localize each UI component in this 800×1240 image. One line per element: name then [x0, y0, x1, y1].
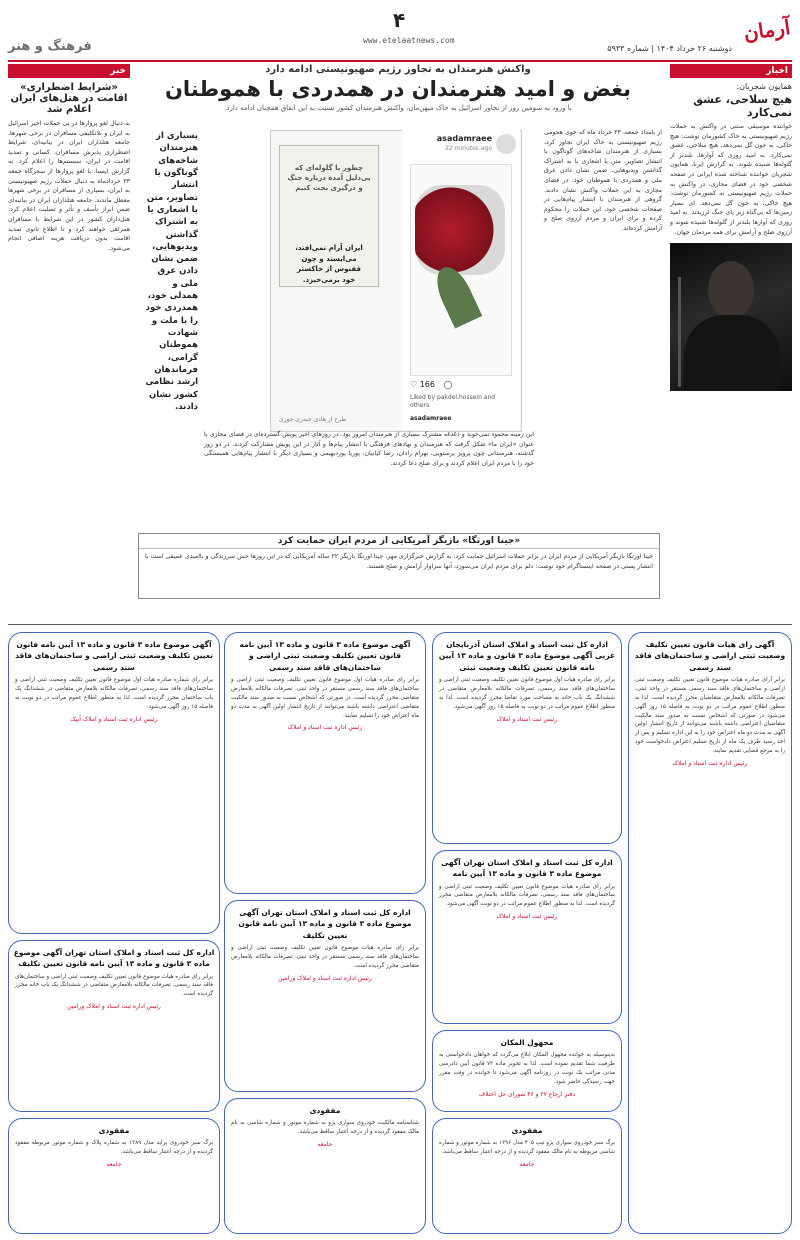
comment-icon[interactable]: ◯	[443, 380, 453, 389]
ad-box	[224, 632, 426, 894]
singer-photo	[670, 243, 792, 391]
heart-icon[interactable]: ♡	[410, 380, 418, 389]
site-url[interactable]: www.etelaatnews.com	[363, 36, 455, 45]
insta-image	[410, 164, 512, 376]
ad-box	[432, 850, 622, 1024]
ad-box	[8, 940, 220, 1112]
ad-title: مفقودی	[98, 1126, 130, 1135]
ad-title: آگهی موضوع ماده ۳ قانون و ماده ۱۳ آیین نامه قانون تعیین تکلیف وضعیت ثبتی اراضی و ساختمان‌های فاقد سند رسمی	[15, 640, 213, 672]
ad-title: مفقودی	[309, 1106, 341, 1115]
article-kicker: همایون شجریان:	[736, 82, 792, 91]
bloody-hand-art	[415, 185, 505, 275]
ads-divider	[8, 624, 792, 625]
ad-signature: رئیس ثبت اسناد و املاک	[496, 913, 558, 921]
section-bar: خبر	[8, 64, 130, 78]
image-caption: طرح از هادی حیدری جوزی	[279, 416, 347, 423]
header-rule	[8, 60, 792, 62]
lead-story-column: از بامداد جمعه، ۲۳ خرداد ماه که خوی هجومی رژیم صهیونیستی به خاک ایران تجاوز کرد، بسیاری از هنرمندان شاخه‌های گوناگون با انتشار تصاویر، متن یا اشعاری با به اشتراک گذاشتن ویدیوهایی، ضمن نشان دادن عرق ملی و همدردی با هموطنان خود، در فضای مجازی به این حملات واکنش نشان دادند. گروهی از هنرمندان با انتشار پیام‌هایی در صفحات شخصی خود، این حملات را محکوم کرده و برای ایران و مردم آرزوی صلح و آرامش کرده‌اند.	[544, 129, 663, 233]
insta-username[interactable]: asadamraee	[436, 134, 492, 143]
ad-body: برابر رای صادره هیات موضوع قانون تعیین تکلیف وضعیت ثبتی اراضی و ساختمان‌های فاقد سند رسمی، تصرفات مالکانه بلامعارض متقاضی محرز گردیده است. لذا به منظور اطلاع عموم مراتب در دو نوبت آگهی می‌شود.	[439, 883, 615, 908]
ad-body: برابر رای صادره هیات اول موضوع قانون تعیین تکلیف وضعیت ثبتی اراضی و ساختمان‌های فاقد سند رسمی مستقر در واحد ثبتی، تصرفات مالکانه بلامعارض متقاضی محرز گردیده است. در صورتی که اشخاص نسبت به صدور سند مالکیت متقاضی اعتراضی داشته باشند می‌توانند از تاریخ انتشار اولین آگهی به مدت دو ماه اعتراض خود را تسلیم نمایند.	[231, 676, 419, 719]
ad-body: برابر آرای صادره هیات موضوع قانون تعیین تکلیف وضعیت ثبتی اراضی و ساختمان‌های فاقد سند رسمی مستقر در واحد ثبتی، تصرفات مالکانه بلامعارض متقاضیان محرز گردیده است. لذا به منظور اطلاع عموم مراتب در دو نوبت به فاصله ۱۵ روز آگهی می‌شود در صورتی که اشخاص نسبت به صدور سند مالکیت متقاضیان اعتراضی داشته باشند می‌توانند از تاریخ انتشار اولین آگهی به مدت دو ماه اعتراض خود را به این اداره تسلیم و پس از اخذ رسید ظرف یک ماه از تاریخ تسلیم اعتراض دادخواست خود را به مرجع قضایی تقدیم نمایند.	[635, 676, 785, 755]
boxed-news-body: جینا اورتگا بازیگر آمریکایی از مردم ایران در برابر حملات اسرائیل حمایت کرد. به گزارش خبرگزاری مهر، جینا اورتگا بازیگر ۲۲ ساله آمریکایی که در این روزها حس سرزندگی و ناامیدی عمیقی است با انتشار پستی در صفحه اینستاگرام خود نوشت: دلم برای مردم ایران می‌سوزد، آنها سزاوار آرامش و صلح هستند.	[145, 553, 654, 570]
ad-signature: جامعه	[106, 1161, 122, 1169]
article-body: به دنبال لغو پروازها در پی حملات اخیر اسرائیل به ایران و بلاتکلیفی مسافران در برخی شهرها، جامعه هتلداران ایران در بیانیه‌ای، شرایط اضطراری پذیرش مسافران، کسانی و تمدید اقامت در ایران، سیستم‌ها را اعلام کرد. به گزارش ایسنا، با لغو پروازها از سحرگاه جمعه ۲۳ خردادماه به دنبال حملات رژیم صهیونیستی به ایران، بسیاری از مسافران در برخی شهرها معطل ماندند. جامعه هتلداران ایران در بیانیه‌ای ضمن ابراز تأسف و تأثر و تسلیت اعلام کرد: هتل‌داران کشور در این شرایط با مسافران همراهی خواهند کرد و تا اطلاع ثانوی تمدید اقامت بدون دریافت هزینه اضافی انجام می‌شود.	[8, 120, 130, 252]
microphone-stand	[678, 277, 681, 387]
ad-box	[8, 632, 220, 934]
ad-title: مفقودی	[511, 1126, 543, 1135]
ad-box	[628, 632, 792, 1234]
ad-title: آگهی موضوع ماده ۳ قانون و ماده ۱۳ آیین نامه قانون تعیین تکلیف وضعیت ثبتی اراضی و ساختمان‌های فاقد سند رسمی	[239, 640, 411, 672]
ad-box	[432, 632, 622, 844]
avatar	[496, 134, 516, 154]
boxed-news-title: «جینا اورتگا» بازیگر آمریکایی از مردم ایران حمایت کرد	[139, 534, 659, 549]
newspaper-logo: آرمان	[742, 14, 792, 46]
side-caption: بسیاری از هنرمندان شاخه‌های گوناگون با انتشار تصاویر، متن یا اشعاری یا به اشتراک گذاشتن ویدیوهایی، ضمن نشان دادن عرق ملی و همدلی خود، همدردی خود را با ملت و شهادت هموطنان گرامی، فرماندهان ارشد نظامی کشور نشان دادند.	[145, 131, 198, 412]
liked-by: Liked by pakdel.hossein and others	[410, 394, 496, 410]
ad-body: برگ سبز خودروی سواری پژو تیپ ۴۰۵ مدل ۱۳۹۶ به شماره موتور و شماره شاسی مربوطه به نام مالک مفقود گردیده و از درجه اعتبار ساقط می‌باشد.	[439, 1140, 615, 1156]
portrait-body	[684, 315, 780, 391]
lead-summary: با ورود به سومین روز از تجاوز اسرائیل به خاک میهن‌مان، واکنش هنرمندان کشور نسبت به این اتفاق همچنان ادامه دارد.	[224, 104, 572, 112]
portrait-face	[708, 261, 754, 319]
ad-body: برابر رای صادره هیات موضوع قانون تعیین تکلیف وضعیت ثبتی اراضی و ساختمان‌های فاقد سند رسمی، تصرفات مالکانه بلامعارض متقاضی در ششدانگ یک باب خانه محرز گردیده است.	[15, 973, 213, 998]
ad-title: مجهول المکان	[500, 1038, 554, 1047]
ad-signature: رئیس اداره ثبت اسناد و املاک ورامین	[67, 1003, 161, 1011]
ad-signature: جامعه	[317, 1141, 333, 1149]
ad-box	[432, 1118, 622, 1234]
ad-title: اداره کل ثبت اسناد و املاک استان آذربایجان غربی آگهی موضوع ماده ۳ قانون و ماده ۱۳ آیین نامه قانون تعیین تکلیف وضعیت ثبتی	[438, 640, 616, 672]
article-title: هیچ سلاحی، عشق نمی‌کارد	[693, 93, 792, 119]
ad-body: برگ سبز خودروی پراید مدل ۱۳۸۹ به شماره پلاک و شماره موتور مربوطه مفقود گردیده و از درجه اعتبار ساقط می‌باشد.	[15, 1140, 213, 1156]
ad-title: اداره کل ثبت اسناد و املاک استان تهران آگهی موضوع ماده ۳ قانون و ماده ۱۳ آیین نامه	[441, 858, 613, 879]
ad-box	[224, 900, 426, 1092]
insta-caption: asadamraee	[410, 415, 452, 422]
ad-body: برابر رای صادره هیات اول موضوع قانون تعیین تکلیف وضعیت ثبتی اراضی و ساختمان‌های فاقد سند رسمی، تصرفات مالکانه بلامعارض متقاضی در ششدانگ یک باب خانه به مساحت مورد تقاضا محرز گردیده است. لذا به منظور اطلاع عموم مراتب در دو نوبت به فاصله ۱۵ روز آگهی می‌شود.	[439, 676, 615, 710]
like-count-row	[410, 380, 453, 389]
ad-body: برابر رای صادره هیات موضوع قانون تعیین تکلیف وضعیت ثبتی اراضی و ساختمان‌های فاقد سند رسمی مستقر در واحد ثبتی، تصرفات مالکانه بلامعارض متقاضی محرز گردیده است.	[231, 944, 419, 969]
section-title: فرهنگ و هنر	[8, 39, 92, 54]
like-count: 166	[419, 380, 435, 389]
ad-body: شناسنامه مالکیت خودروی سواری پژو به شماره موتور و شماره شاسی به نام مالک مفقود گردیده و از درجه اعتبار ساقط می‌باشد.	[231, 1120, 419, 1136]
dateline: دوشنبه ۲۶ خرداد ۱۴۰۴ | شماره ۵۹۳۳	[607, 44, 732, 53]
ad-title: اداره کل ثبت اسناد و املاک استان تهران آگهی موضوع ماده ۳ قانون و ماده ۱۳ آیین نامه قانون تعیین تکلیف	[238, 908, 412, 940]
article-body: خواننده موسیقی سنتی در واکنش به حملات رژیم صهیونیستی به خاک کشورمان نوشت: هیچ خاکی، به خون گل نمی‌دهد، هیچ سلاحی، عشق نمی‌کارد. به امید روزی که آوارها، بلندتر از گلوله‌ها شنیده شوند. به گزارش ایرنا، همایون شجریان خواننده شناخته شده ایرانی در صفحه شخصی خود در فضای مجازی، در واکنش به حملات رژیم صهیونیستی به کشورمان نوشت: هیچ خاکی، به خون گل نمی‌دهد. ای بسیار زمین‌ها که بی‌گناه زیر پای جنگ لرزیدند. به امید روزی که آوارها بلندتر از گلوله‌ها شنیده شوند و آرزوی صلح و آرامش برای همه مردمان جهان.	[670, 123, 792, 236]
poster-title: چطور با گلوله‌ای که بی‌دلیل آمده درباره جنگ و درگیری بحث کنیم	[287, 164, 371, 192]
masthead	[8, 6, 792, 58]
insta-time: 22 minutes ago	[445, 145, 492, 152]
left-news-column	[8, 64, 130, 604]
ad-signature: رئیس اداره ثبت اسناد و املاک ورامین	[278, 974, 372, 982]
ad-body: بدینوسیله به خوانده مجهول المکان ابلاغ می‌گردد که خواهان دادخواستی به طرفیت شما تقدیم نموده است. لذا به تجویز ماده ۷۳ قانون آیین دادرسی مدنی مراتب یک نوبت در روزنامه آگهی می‌شود تا خوانده در وقت مقرر جهت رسیدگی حاضر شود.	[439, 1052, 615, 1086]
ad-title: اداره کل ثبت اسناد و املاک استان تهران آگهی موضوع ماده ۳ قانون و ماده ۱۳ آیین نامه قانون تعیین تکلیف	[13, 948, 215, 969]
ad-signature: دفتر ارجاع ۲۷ و ۴۶ شورای حل اختلاف	[478, 1091, 576, 1098]
ad-signature: جامعه	[519, 1161, 535, 1169]
ad-body: برابر رای شماره صادره هیات اول موضوع قانون تعیین تکلیف وضعیت ثبتی اراضی و ساختمان‌های فاقد سند رسمی، تصرفات مالکانه بلامعارض متقاضی در ششدانگ یک باب ساختمان محرز گردیده است. لذا به منظور اطلاع عموم مراتب در دو نوبت به فاصله ۱۵ روز آگهی می‌شود.	[15, 676, 213, 710]
right-news-column	[670, 64, 792, 629]
ad-box	[224, 1098, 426, 1234]
poster-image	[279, 145, 379, 287]
ad-box	[432, 1030, 622, 1112]
lead-headline: بغض و امید هنرمندان در همدردی با هموطنان	[164, 77, 632, 101]
lead-story-continued: این زمینه محمود تمی‌خوند و دغدغه مشترک بسیاری از هنرمندان امروز بود. در روزهای اخیر پویش گسترده‌ای در فضای مجازی با عنوان «ایران ما» شکل گرفت که هنرمندان و نهادهای فرهنگی با انتشار پیام‌ها و آثار در این پویش مشارکت کردند. در دو روز گذشته، هنرمندانی چون پرویز پرستویی، بهرام رادان، رضا کیانیان، پوریا پوردیهیمی و بسیاری دیگر با انتشار پیام‌هایی همبستگی خود را با مردم ایران اعلام کردند و برای صلح دعا کردند.	[204, 431, 534, 467]
page-number: ۴	[393, 8, 406, 32]
lead-story-header	[138, 64, 658, 112]
ad-title: آگهی رای هیات قانون تعیین تکلیف وضعیت ثبتی اراضی و ساختمان‌های فاقد سند رسمی	[634, 640, 786, 672]
boxed-news	[138, 533, 660, 599]
section-bar: اخبار	[670, 64, 792, 78]
article-title: «شرایط اضطراری» اقامت در هتل‌های ایران اعلام شد	[10, 82, 128, 115]
ad-signature: رئیس اداره ثبت اسناد و املاک	[287, 724, 363, 732]
ad-signature: رئیس اداره ثبت اسناد و املاک	[672, 760, 748, 768]
ad-box	[8, 1118, 220, 1234]
ad-signature: رئیس اداره ثبت اسناد و املاک آبیک	[70, 715, 158, 723]
ad-signature: رئیس ثبت اسناد و املاک	[496, 715, 558, 723]
lead-kicker: واکنش هنرمندان به تجاوز رژیم صهیونیستی ادامه دارد	[265, 64, 531, 75]
instagram-post	[402, 130, 520, 430]
poster-text: ایران آرام نمی‌افتد، می‌ایستد و چون ققنوس از خاکستر خود برمی‌خیزد.	[295, 244, 363, 284]
